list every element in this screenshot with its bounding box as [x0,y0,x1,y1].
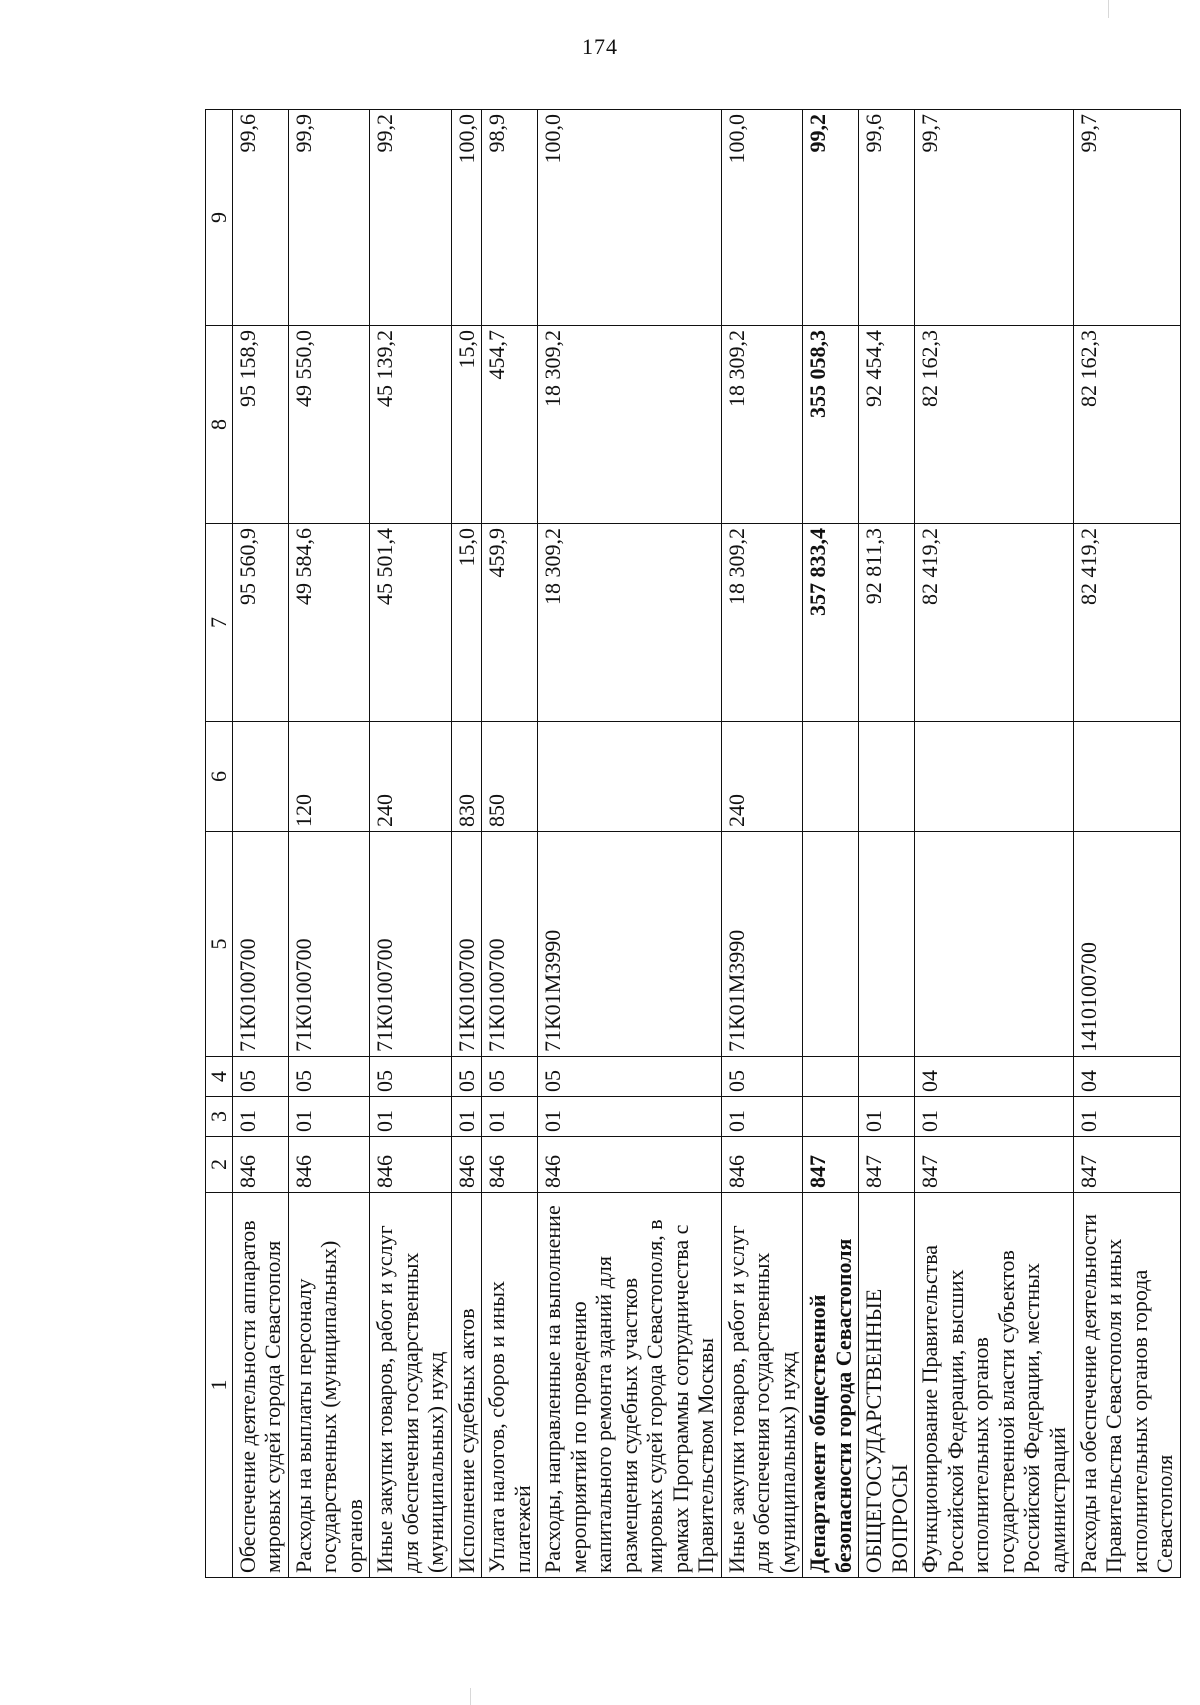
expense-type-cell: 830 [451,722,482,832]
section-code-cell: 01 [1073,1097,1180,1137]
section-code-cell: 01 [721,1097,803,1137]
planned-amount-cell: 18 309,2 [538,524,722,722]
rotated-table-container [205,110,1178,1578]
header-cell-6: 6 [206,722,233,832]
target-article-cell: 71К0100700 [482,832,538,1057]
subsection-code-cell: 05 [538,1057,722,1097]
execution-percent-cell: 100,0 [538,110,722,326]
scan-artifact-bottom [470,1688,471,1705]
executed-amount-cell: 92 454,4 [859,326,915,524]
item-name-cell: ОБЩЕГОСУДАРСТВЕННЫЕ ВОПРОСЫ [859,1193,915,1578]
header-cell-5: 5 [206,832,233,1057]
executed-amount-cell: 355 058,3 [803,326,859,524]
item-name-cell: Обеспечение деятельности аппаратов мировых судей города Севастополя [232,1193,288,1578]
section-code-cell: 01 [915,1097,1073,1137]
admin-code-cell: 846 [232,1137,288,1193]
target-article-cell: 71К0100700 [232,832,288,1057]
item-name-cell: Исполнение судебных актов [451,1193,482,1578]
planned-amount-cell: 45 501,4 [370,524,452,722]
section-code-cell: 01 [451,1097,482,1137]
planned-amount-cell: 15,0 [451,524,482,722]
admin-code-cell: 847 [803,1137,859,1193]
admin-code-cell: 847 [1073,1137,1180,1193]
item-name-cell: Расходы на выплаты персоналу государственных (муниципальных) органов [288,1193,370,1578]
scan-artifact-top [1108,0,1109,18]
item-name-cell: Уплата налогов, сборов и иных платежей [482,1193,538,1578]
header-cell-9: 9 [206,110,233,326]
section-code-cell: 01 [370,1097,452,1137]
budget-table [205,109,1181,1578]
planned-amount-cell: 49 584,6 [288,524,370,722]
expense-type-cell [232,722,288,832]
target-article-cell [803,832,859,1057]
expense-type-cell: 240 [721,722,803,832]
executed-amount-cell: 18 309,2 [721,326,803,524]
expense-type-cell [803,722,859,832]
planned-amount-cell: 95 560,9 [232,524,288,722]
table-row [1073,110,1180,1578]
admin-code-cell: 846 [370,1137,452,1193]
header-cell-8: 8 [206,326,233,524]
target-article-cell: 71К0100700 [288,832,370,1057]
item-name-cell: Функционирование Правительства Российской Федерации, высших исполнительных органов государственной власти субъектов Российской Федерации, местных администраций [915,1193,1073,1578]
table-row [451,110,482,1578]
table-row [915,110,1073,1578]
target-article-cell: 1410100700 [1073,832,1180,1057]
target-article-cell: 71К0100700 [451,832,482,1057]
executed-amount-cell: 18 309,2 [538,326,722,524]
executed-amount-cell: 15,0 [451,326,482,524]
subsection-code-cell: 05 [451,1057,482,1097]
target-article-cell [915,832,1073,1057]
section-code-cell: 01 [288,1097,370,1137]
execution-percent-cell: 99,7 [1073,110,1180,326]
executed-amount-cell: 95 158,9 [232,326,288,524]
admin-code-cell: 847 [859,1137,915,1193]
subsection-code-cell: 05 [721,1057,803,1097]
subsection-code-cell: 05 [232,1057,288,1097]
table-row [370,110,452,1578]
header-cell-1: 1 [206,1193,233,1578]
item-name-cell: Расходы, направленные на выполнение мероприятий по проведению капитального ремонта зданий для размещения судебных участков мировых судей города Севастополя, в рамках Программы сотрудничества с Правительством Москвы [538,1193,722,1578]
table-row [859,110,915,1578]
planned-amount-cell: 18 309,2 [721,524,803,722]
item-name-cell: Иные закупки товаров, работ и услуг для обеспечения государственных (муниципальных) нужд [721,1193,803,1578]
header-row [206,110,233,1578]
executed-amount-cell: 82 162,3 [915,326,1073,524]
subsection-code-cell: 04 [915,1057,1073,1097]
subsection-code-cell: 05 [370,1057,452,1097]
table-row [232,110,288,1578]
execution-percent-cell: 100,0 [451,110,482,326]
table-row [721,110,803,1578]
expense-type-cell [859,722,915,832]
admin-code-cell: 846 [482,1137,538,1193]
subsection-code-cell: 05 [482,1057,538,1097]
expense-type-cell [538,722,722,832]
header-cell-3: 3 [206,1097,233,1137]
execution-percent-cell: 99,2 [370,110,452,326]
execution-percent-cell: 99,2 [803,110,859,326]
planned-amount-cell: 459,9 [482,524,538,722]
expense-type-cell [1073,722,1180,832]
target-article-cell: 71К01М3990 [721,832,803,1057]
executed-amount-cell: 454,7 [482,326,538,524]
section-code-cell: 01 [859,1097,915,1137]
execution-percent-cell: 99,6 [859,110,915,326]
admin-code-cell: 846 [538,1137,722,1193]
table-row [288,110,370,1578]
execution-percent-cell: 99,6 [232,110,288,326]
admin-code-cell: 846 [288,1137,370,1193]
planned-amount-cell: 92 811,3 [859,524,915,722]
page-number: 174 [582,34,618,59]
admin-code-cell: 847 [915,1137,1073,1193]
target-article-cell: 71К01М3990 [538,832,722,1057]
execution-percent-cell: 99,7 [915,110,1073,326]
planned-amount-cell: 82 419,2 [915,524,1073,722]
admin-code-cell: 846 [721,1137,803,1193]
header-cell-2: 2 [206,1137,233,1193]
table-row [482,110,538,1578]
subsection-code-cell: 05 [288,1057,370,1097]
target-article-cell [859,832,915,1057]
section-code-cell: 01 [482,1097,538,1137]
subsection-code-cell [803,1057,859,1097]
expense-type-cell: 850 [482,722,538,832]
table-row [803,110,859,1578]
section-code-cell: 01 [232,1097,288,1137]
execution-percent-cell: 100,0 [721,110,803,326]
admin-code-cell: 846 [451,1137,482,1193]
subsection-code-cell [859,1057,915,1097]
table-row [538,110,722,1578]
item-name-cell: Департамент общественной безопасности города Севастополя [803,1193,859,1578]
planned-amount-cell: 357 833,4 [803,524,859,722]
execution-percent-cell: 98,9 [482,110,538,326]
item-name-cell: Иные закупки товаров, работ и услуг для обеспечения государственных (муниципальных) нужд [370,1193,452,1578]
executed-amount-cell: 49 550,0 [288,326,370,524]
expense-type-cell: 120 [288,722,370,832]
target-article-cell: 71К0100700 [370,832,452,1057]
header-cell-4: 4 [206,1057,233,1097]
expense-type-cell: 240 [370,722,452,832]
subsection-code-cell: 04 [1073,1057,1180,1097]
header-cell-7: 7 [206,524,233,722]
executed-amount-cell: 82 162,3 [1073,326,1180,524]
section-code-cell [803,1097,859,1137]
execution-percent-cell: 99,9 [288,110,370,326]
item-name-cell: Расходы на обеспечение деятельности Правительства Севастополя и иных исполнительных органов города Севастополя [1073,1193,1180,1578]
expense-type-cell [915,722,1073,832]
table-body [232,110,1180,1578]
section-code-cell: 01 [538,1097,722,1137]
executed-amount-cell: 45 139,2 [370,326,452,524]
planned-amount-cell: 82 419,2 [1073,524,1180,722]
